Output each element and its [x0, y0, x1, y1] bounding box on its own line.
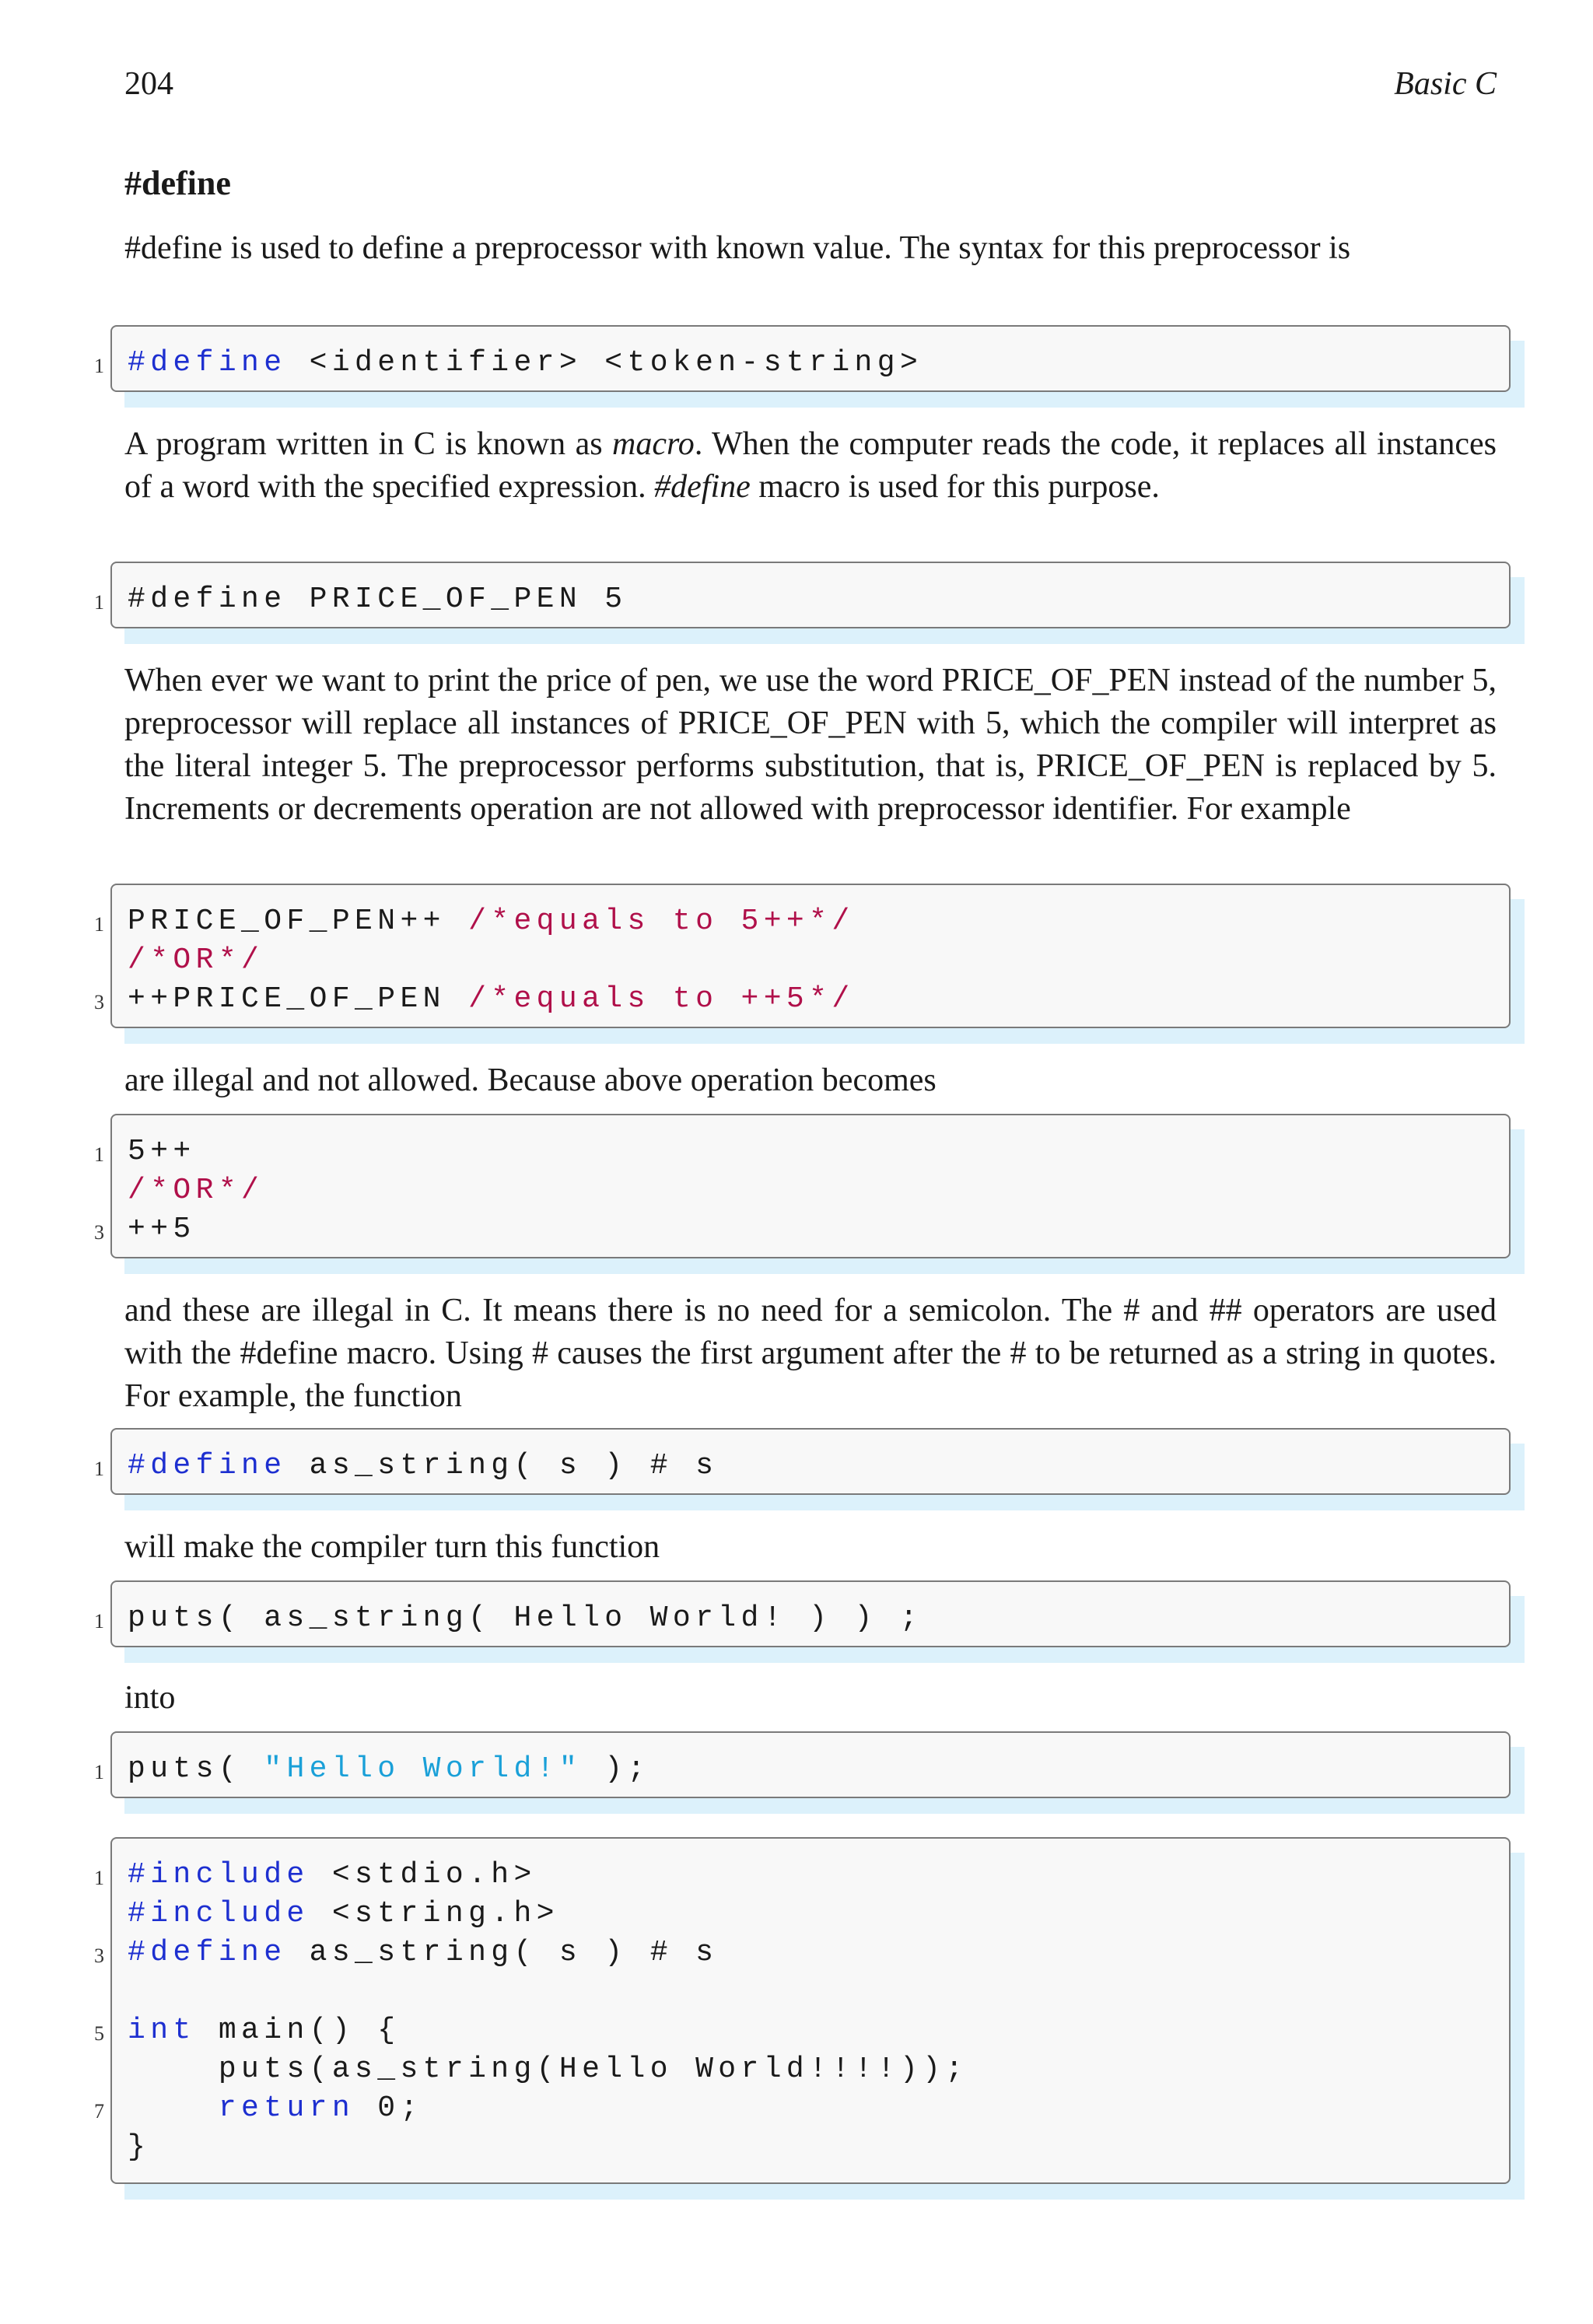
code-text: int main() {: [128, 2014, 401, 2047]
line-number: 1: [94, 1761, 104, 1783]
code-line: [94, 1447, 1509, 1486]
code-box: [94, 1580, 1511, 1647]
code-box: [94, 884, 1511, 1028]
line-number: 1: [94, 1458, 104, 1480]
code-line: [94, 2011, 1509, 2050]
code-line: [112, 2128, 1509, 2167]
code-line: [112, 2050, 1509, 2089]
line-number: 1: [94, 1143, 104, 1166]
code-text: puts( as_string( Hello World! ) ) ;: [128, 1601, 923, 1635]
line-number: 1: [94, 355, 104, 377]
code-text: #define PRICE_OF_PEN 5: [128, 583, 628, 616]
code-box: [94, 1837, 1511, 2184]
code-text: ++PRICE_OF_PEN /*equals to ++5*/: [128, 982, 855, 1016]
line-number: 5: [94, 2022, 104, 2045]
line-number: 7: [94, 2100, 104, 2123]
code-text: puts(as_string(Hello World!!!!));: [218, 2053, 968, 2086]
code-line: [94, 1210, 1509, 1249]
code-box: [94, 1114, 1511, 1258]
code-text: puts( "Hello World!" );: [128, 1752, 650, 1786]
code-line: [94, 980, 1509, 1019]
code-text: ++5: [128, 1213, 196, 1246]
code-line: [94, 1599, 1509, 1638]
paragraph-intro: #define is used to define a preprocessor with known value. The syntax for this preprocessor is: [124, 230, 1351, 266]
line-number: 3: [94, 1221, 104, 1244]
code-line: [94, 1934, 1509, 1972]
code-block-as-string-define: [94, 1428, 1511, 1495]
code-line: [112, 941, 1509, 980]
code-block-puts-result: [94, 1731, 1511, 1798]
code-line: [94, 1132, 1509, 1171]
code-line: [94, 902, 1509, 941]
code-text: #include <stdio.h>: [128, 1858, 537, 1892]
code-comment: /*equals to 5++*/: [468, 905, 855, 938]
paragraph-price-of-pen: When ever we want to print the price of pen, we use the word PRICE_OF_PEN instead of the number 5, preprocessor will replace all instances of PRICE_OF_PEN with 5, which the compiler will interpret as the literal integer 5. The preprocessor performs substitution, that is, PRICE_OF_PEN is replaced by 5. Increments or decrements operation are not allowed with preprocessor identifier. For example: [124, 663, 1497, 827]
code-text: 5++: [128, 1135, 196, 1168]
code-text: #define as_string( s ) # s: [128, 1936, 719, 1969]
code-line: [94, 344, 1509, 383]
code-line: [112, 1972, 1509, 2011]
paragraph-macro: A program written in C is known as macro. When the computer reads the code, it replaces all instances of a word with the specified expression. #define macro is used for this purpose.: [124, 426, 1497, 505]
code-comment: /*equals to ++5*/: [468, 982, 855, 1016]
code-box: [94, 325, 1511, 392]
code-line: [94, 1856, 1509, 1895]
code-text: #define as_string( s ) # s: [128, 1449, 719, 1482]
code-text: }: [128, 2130, 151, 2164]
line-number: 1: [94, 591, 104, 614]
line-number: 1: [94, 1610, 104, 1633]
paragraph-hash-operators: and these are illegal in C. It means there is no need for a semicolon. The # and ## operators are used with the #define macro. Using # causes the first argument after the # to be returned as a string in quotes. For example, the function: [124, 1293, 1497, 1414]
code-line: [94, 580, 1509, 619]
code-block-price-define: [94, 562, 1511, 628]
code-text: #define <identifier> <token-string>: [128, 346, 923, 380]
line-number: 3: [94, 991, 104, 1013]
line-number: 1: [94, 1867, 104, 1889]
code-box: [94, 562, 1511, 628]
code-block-full-program: [94, 1837, 1511, 2184]
section-heading: #define: [124, 164, 231, 202]
code-block-becomes: [94, 1114, 1511, 1258]
code-block-puts-call: [94, 1580, 1511, 1647]
paragraph-into: into: [124, 1680, 176, 1716]
paragraph-illegal: are illegal and not allowed. Because above operation becomes: [124, 1062, 937, 1098]
code-line: [112, 1171, 1509, 1210]
code-line: [94, 1750, 1509, 1789]
code-text: [128, 941, 264, 980]
code-box: [94, 1731, 1511, 1798]
code-line: [112, 1895, 1509, 1934]
running-head: Basic C: [1394, 66, 1497, 102]
code-block-increment-example: [94, 884, 1511, 1028]
line-number: 3: [94, 1944, 104, 1967]
code-text: return 0;: [218, 2091, 423, 2125]
paragraph-compiler-turn: will make the compiler turn this function: [124, 1529, 660, 1565]
line-number: 1: [94, 913, 104, 936]
code-comment: /*OR*/: [128, 1174, 264, 1207]
code-line: [94, 2089, 1509, 2128]
code-text: PRICE_OF_PEN++ /*equals to 5++*/: [128, 905, 855, 938]
page-number: 204: [124, 66, 173, 102]
code-box: [94, 1428, 1511, 1495]
code-string: "Hello World!": [264, 1752, 583, 1786]
code-text: #include <string.h>: [128, 1897, 559, 1930]
code-block-define-syntax: [94, 325, 1511, 392]
code-comment: /*OR*/: [128, 943, 264, 977]
